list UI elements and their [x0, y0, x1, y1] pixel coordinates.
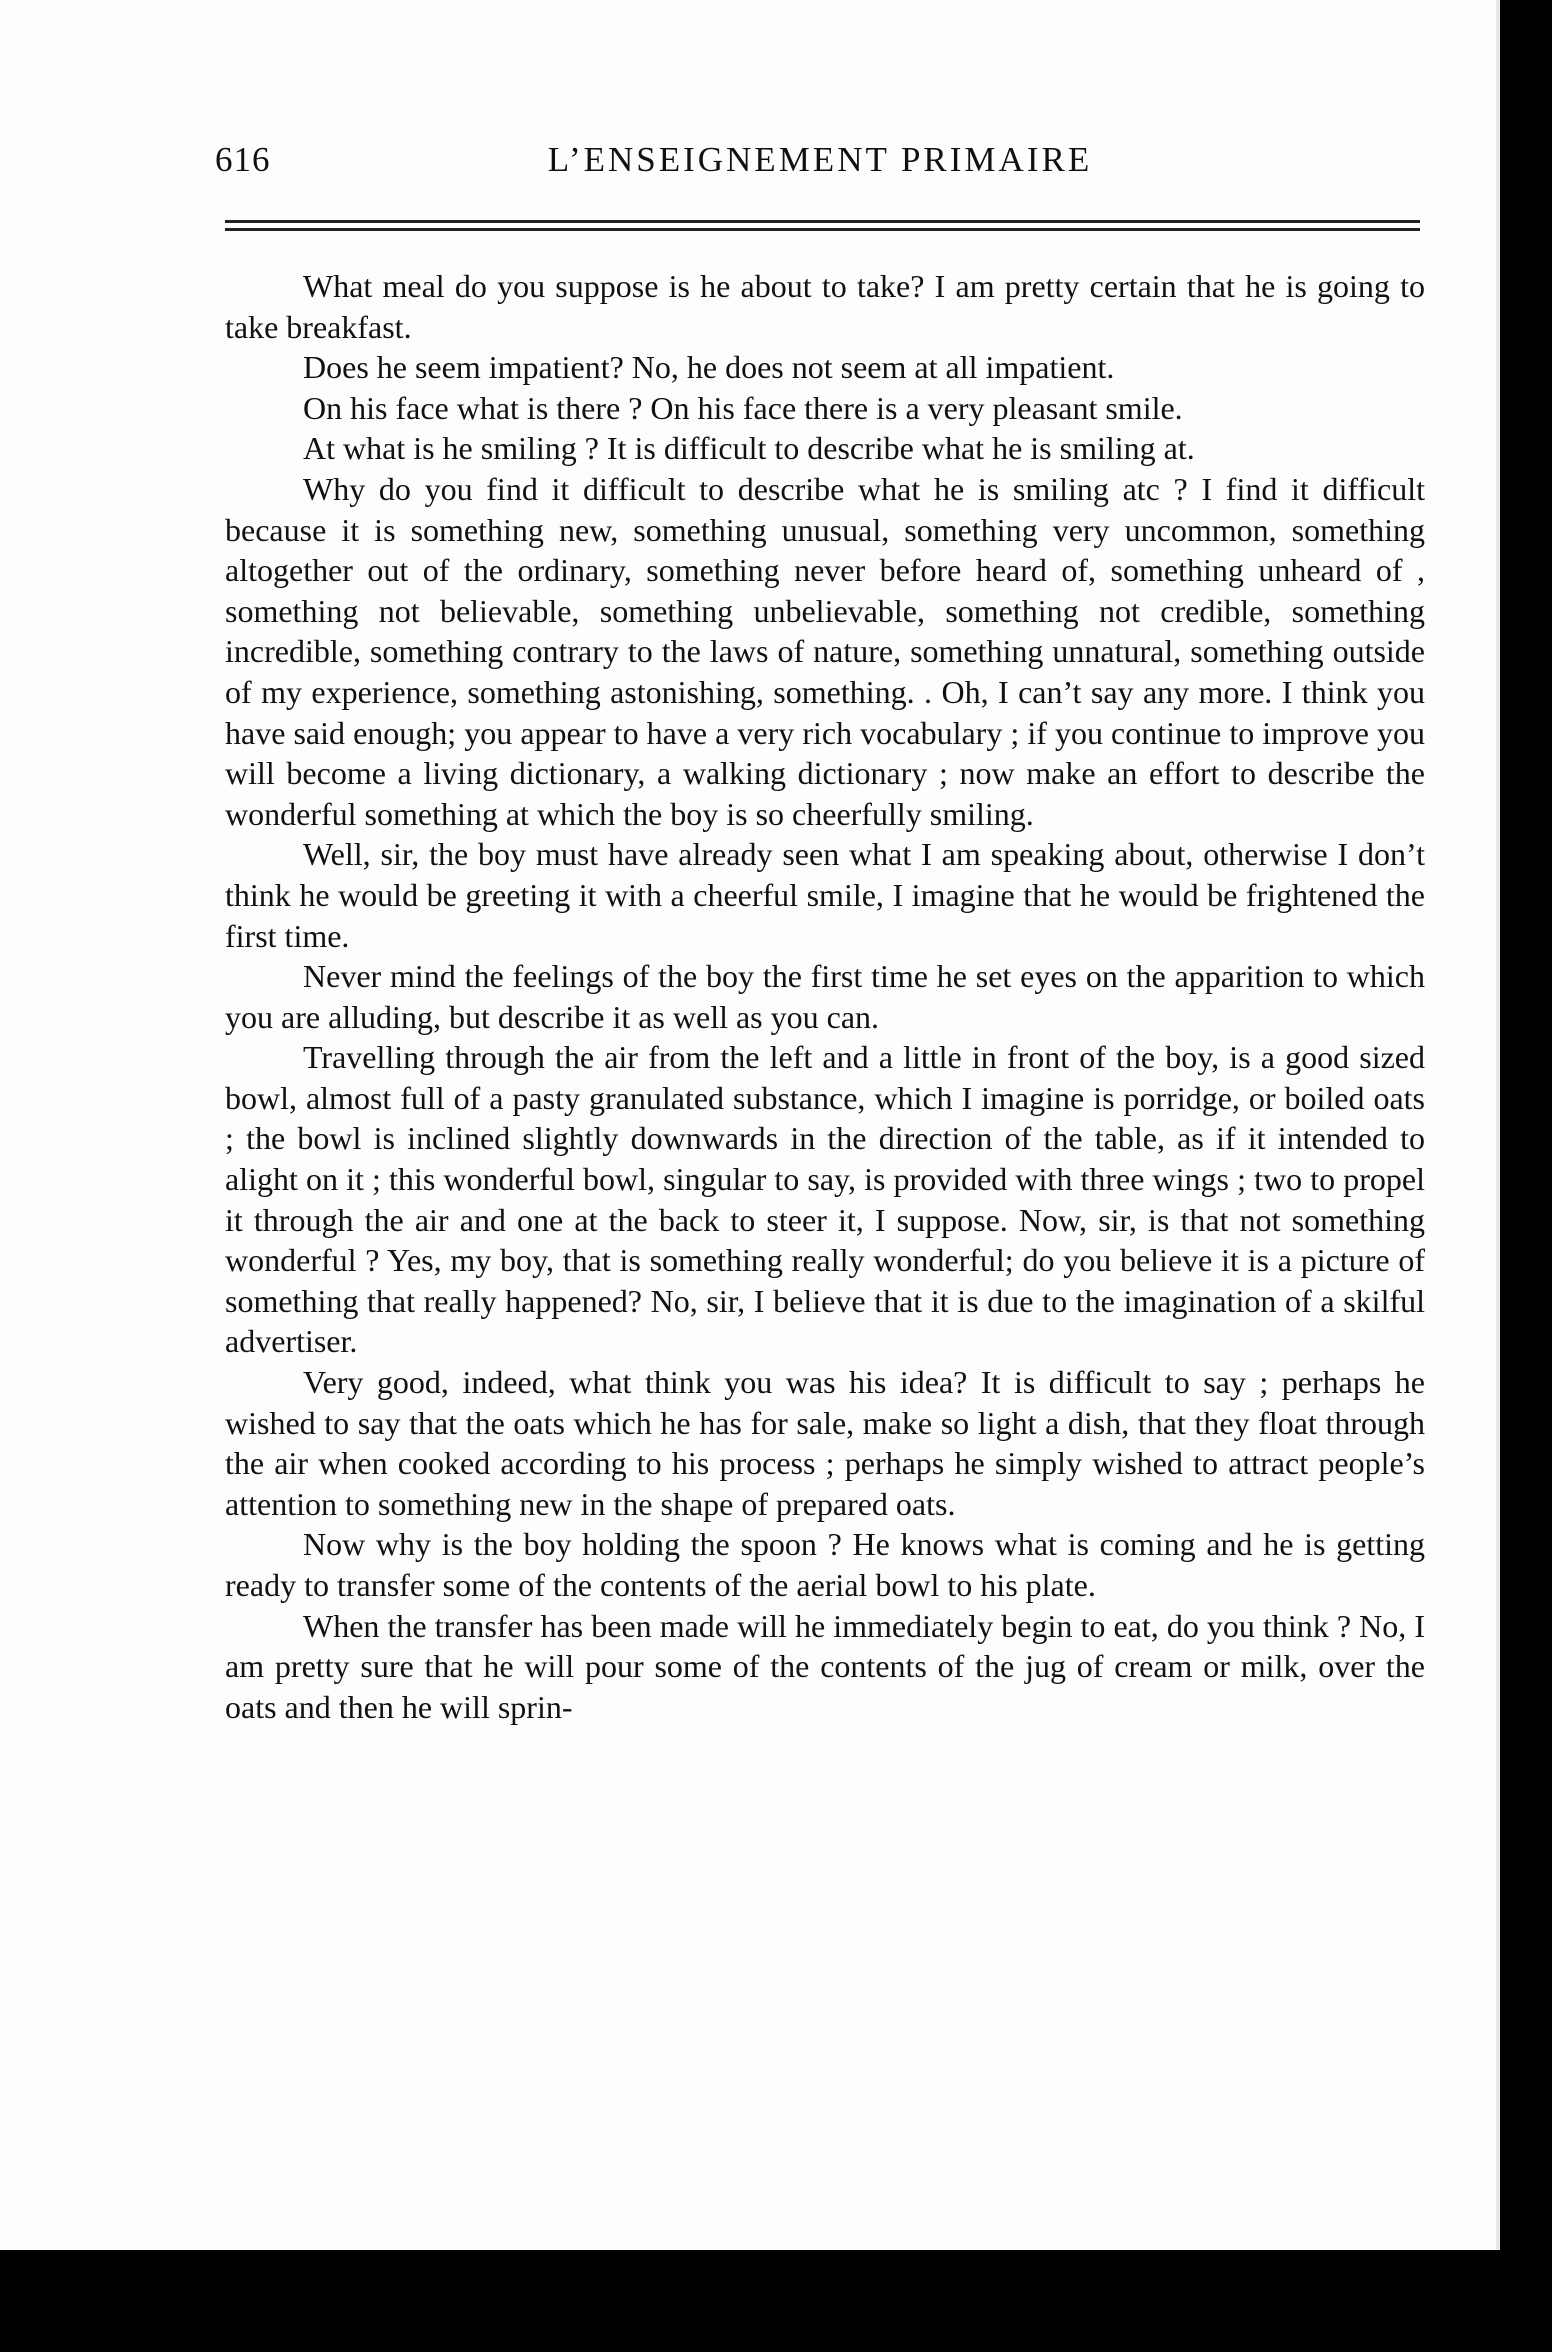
paragraph: Never mind the feelings of the boy the first time he set eyes on the apparition to which you are alluding, but describe it as well as you can.: [225, 958, 1425, 1035]
paragraph: Does he seem impatient? No, he does not seem at all impatient.: [303, 349, 1115, 386]
paragraph: Very good, indeed, what think you was his idea? It is difficult to say ; perhaps he wished to say that the oats which he has for sale, make so light a dish, that they float through the air when cooked according to his process ; perhaps he simply wished to attract people’s attention to something new in the shape of prepared oats.: [225, 1364, 1425, 1522]
body-text: [225, 266, 1425, 1727]
paragraph: Well, sir, the boy must have already seen what I am speaking about, otherwise I don’t think he would be greeting it with a cheerful smile, I imagine that he would be frightened the first time.: [225, 836, 1425, 954]
paragraph: When the transfer has been made will he immediately begin to eat, do you think ? No, I am pretty sure that he will pour some of the contents of the jug of cream or milk, over the oats and then he will sprin-: [225, 1607, 1425, 1725]
paragraph: On his face what is there ? On his face there is a very pleasant smile.: [303, 389, 1183, 426]
paragraph: Why do you find it difficult to describe what he is smiling atc ? I find it difficult because it is something new, something unusual, something very uncommon, something altogether out of the ordinary, something never before heard of, something unheard of , something not believable, something unbelievable, something not credible, something incredible, something contrary to the laws of nature, something unnatural, something outside of my experience, something astonishing, something. . Oh, I can’t say any more. I think you have said enough; you appear to have a very rich vocabulary ; if you continue to improve you will become a living dictionary, a walking dictionary ; now make an effort to describe the wonderful something at which the boy is so cheerfully smiling.: [225, 470, 1425, 832]
paragraph: At what is he smiling ? It is difficult to describe what he is smiling at.: [303, 430, 1195, 467]
paragraph: Travelling through the air from the left and a little in front of the boy, is a good sized bowl, almost full of a pasty granulated substance, which I imagine is porridge, or boiled oats ; the bowl is inclined slightly downwards in the direction of the table, as if it intended to alight on it ; this wonderful bowl, singular to say, is provided with three wings ; two to propel it through the air and one at the back to steer it, I suppose. Now, sir, is that not something wonderful ? Yes, my boy, that is something really wonderful; do you believe it is a picture of something that really happened? No, sir, I believe that it is due to the imagination of a skilful advertiser.: [225, 1039, 1425, 1360]
header-double-rule: [225, 220, 1420, 231]
page-number: 616: [215, 140, 271, 179]
paragraph: Now why is the boy holding the spoon ? He knows what is coming and he is getting ready to transfer some of the contents of the aerial bowl to his plate.: [225, 1526, 1425, 1603]
running-title: L’ENSEIGNEMENT PRIMAIRE: [547, 140, 1093, 179]
page-header: [215, 140, 1425, 190]
paragraph: What meal do you suppose is he about to take? I am pretty certain that he is going to take breakfast.: [225, 268, 1425, 345]
